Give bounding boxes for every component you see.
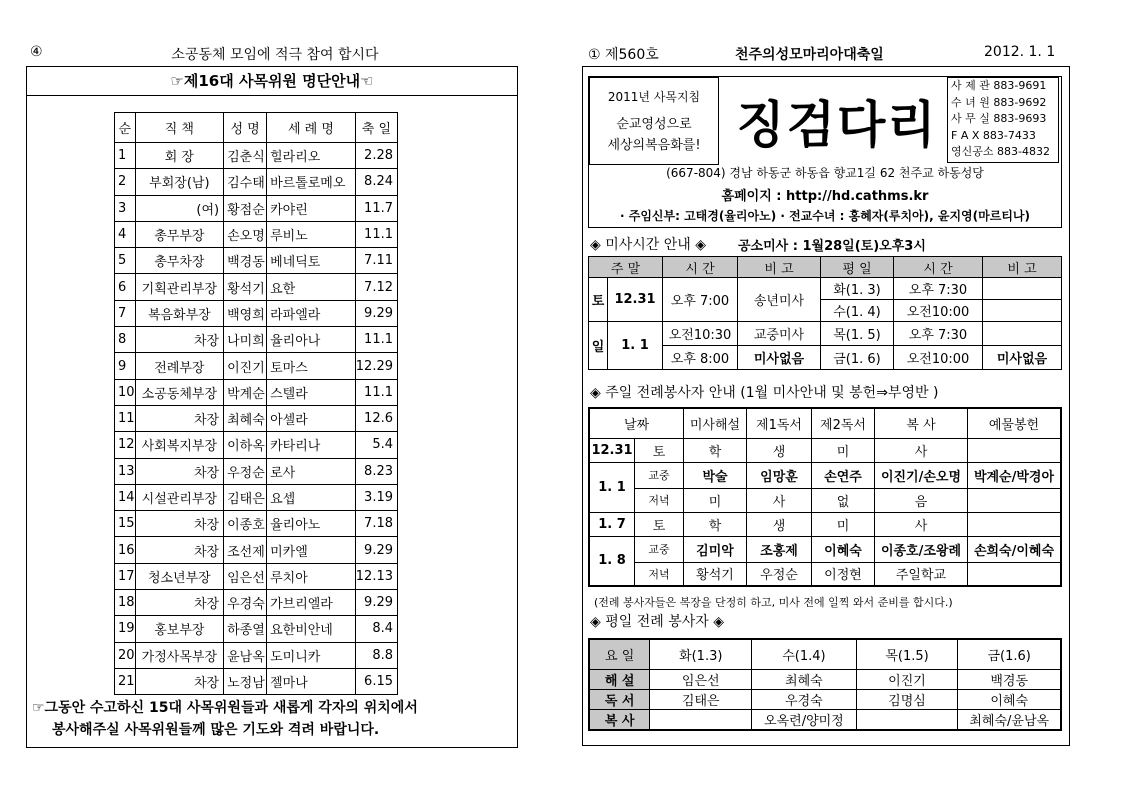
weekday-cell: 최혜숙/윤남옥 (958, 709, 1061, 730)
servers-cell: 박계순/박경아 (968, 462, 1062, 488)
roster-baptism: 요셉 (267, 484, 356, 510)
roster-name: 이종호 (224, 511, 267, 537)
masthead (588, 76, 1062, 228)
roster-no: 16 (115, 537, 136, 563)
servers-note: (전례 봉사자들은 복장을 단정히 하고, 미사 전에 일찍 와서 준비를 합시다.) (594, 596, 953, 609)
roster-name: 하종열 (224, 616, 267, 642)
roster-role: 차장 (135, 327, 224, 353)
contact-fax: F A X 883-7433 (951, 128, 1036, 142)
contact-box (947, 77, 1059, 163)
mass-row (589, 322, 1062, 346)
roster-row (115, 616, 398, 642)
mass-title: ◈ 미사시간 안내 ◈ (590, 237, 707, 253)
weekday-cell (856, 709, 958, 730)
roster-baptism: 카타리나 (267, 432, 356, 458)
weekday-servers-title: ◈ 평일 전례 봉사자 ◈ (590, 614, 725, 630)
mass-sun-time1: 오전10:30 (663, 322, 738, 346)
roster-baptism: 루치아 (267, 563, 356, 589)
servers-cell (968, 512, 1062, 536)
weekday-servers-table (588, 638, 1062, 731)
roster-role: 사회복지부장 (135, 432, 224, 458)
issue-date: 2012. 1. 1 (984, 44, 1056, 60)
roster-no: 6 (115, 274, 136, 300)
mass-table (588, 256, 1062, 370)
motto-line1: 순교영성으로 (616, 117, 692, 132)
servers-row (589, 488, 1061, 512)
roster-baptism: 카야린 (267, 195, 356, 221)
roster-role: 차장 (135, 590, 224, 616)
roster-name: 김태은 (224, 484, 267, 510)
weekday-header-row (589, 639, 1061, 669)
roster-baptism: 라파엘라 (267, 300, 356, 326)
weekday-cell: 우경숙 (752, 689, 856, 709)
servers-mass-label: 저녁 (635, 488, 684, 512)
contact-convent: 수 녀 원 883-9692 (951, 95, 1047, 109)
mass-header-note2: 비 고 (983, 257, 1062, 278)
roster-row (115, 590, 398, 616)
roster-feast: 8.4 (355, 616, 397, 642)
roster-row (115, 274, 398, 300)
roster-role: 전례부장 (135, 353, 224, 379)
weekday-cell: 오옥련/양미정 (752, 709, 856, 730)
weekday-cell: 백경동 (958, 669, 1061, 689)
roster-role: 기획관리부장 (135, 274, 224, 300)
roster-row (115, 169, 398, 195)
servers-date: 1. 8 (589, 536, 635, 586)
servers-cell: 없 (812, 488, 875, 512)
roster-role: 차장 (135, 458, 224, 484)
roster-no: 15 (115, 511, 136, 537)
roster-role: 시설관리부장 (135, 484, 224, 510)
servers-cell: 박술 (684, 462, 747, 488)
servers-header-altar: 복 사 (875, 408, 968, 438)
roster-role: 차장 (135, 668, 224, 694)
roster-baptism: 도미니카 (267, 642, 356, 668)
roster-name: 백영희 (224, 300, 267, 326)
roster-feast: 9.29 (355, 590, 397, 616)
weekday-header-day: 수(1.4) (752, 639, 856, 669)
mass-weekday-note: 미사없음 (983, 346, 1062, 370)
mass-header-time2: 시 간 (894, 257, 983, 278)
servers-header-reading1: 제1독서 (747, 408, 812, 438)
roster-no: 9 (115, 353, 136, 379)
roster-feast: 11.7 (355, 195, 397, 221)
roster-name: 윤남옥 (224, 642, 267, 668)
roster-no: 2 (115, 169, 136, 195)
weekday-header-day: 목(1.5) (856, 639, 958, 669)
mass-weekday-day: 목(1. 5) (821, 322, 894, 346)
clergy-line: · 주임신부: 고태경(율리아노) · 전교수녀 : 홍혜자(루치아), 윤지영(마르티나) (619, 209, 1030, 223)
roster-name: 조선제 (224, 537, 267, 563)
feast-title: 천주의성모마리아대축일 (735, 47, 884, 63)
roster-row (115, 563, 398, 589)
roster-name: 박계순 (224, 379, 267, 405)
weekday-role: 독 서 (589, 689, 650, 709)
contact-office: 사 무 실 883-9693 (951, 112, 1047, 125)
servers-cell: 황석기 (684, 562, 747, 586)
roster-baptism: 요한 (267, 274, 356, 300)
roster-role: 차장 (135, 511, 224, 537)
roster-name: 손오명 (224, 221, 267, 247)
roster-row (115, 458, 398, 484)
servers-cell (968, 438, 1062, 462)
servers-cell: 임망훈 (747, 462, 812, 488)
roster-baptism: 율리아나 (267, 327, 356, 353)
servers-cell (968, 562, 1062, 586)
servers-cell: 생 (747, 438, 812, 462)
roster-no: 11 (115, 405, 136, 431)
roster-baptism: 요한비안네 (267, 616, 356, 642)
roster-role: 총무부장 (135, 221, 224, 247)
roster-no: 7 (115, 300, 136, 326)
roster-role: 홍보부장 (135, 616, 224, 642)
servers-header-reading2: 제2독서 (812, 408, 875, 438)
servers-row (589, 438, 1061, 462)
roster-row (115, 195, 398, 221)
mass-weekday-time: 오후 7:30 (894, 278, 983, 300)
servers-cell: 이진기/손오명 (875, 462, 968, 488)
servers-row (589, 462, 1061, 488)
roster-row (115, 300, 398, 326)
mass-header-time1: 시 간 (663, 257, 738, 278)
roster-name: 황석기 (224, 274, 267, 300)
left-page-number: ④ (30, 44, 43, 60)
mass-sun-note1: 교중미사 (738, 322, 821, 346)
weekday-cell: 이혜숙 (958, 689, 1061, 709)
roster-footer-line1: ☞그동안 수고하신 15대 사목위원들과 새롭게 각자의 위치에서 (32, 700, 418, 716)
servers-mass-label: 교중 (635, 536, 684, 562)
roster-feast: 5.4 (355, 432, 397, 458)
mass-sat-note: 송년미사 (738, 278, 821, 322)
roster-row (115, 353, 398, 379)
roster-name: 우경숙 (224, 590, 267, 616)
weekday-row (589, 669, 1061, 689)
servers-cell: 이정현 (812, 562, 875, 586)
servers-date: 1. 7 (589, 512, 635, 536)
roster-feast: 9.29 (355, 300, 397, 326)
weekday-row (589, 689, 1061, 709)
roster-feast: 7.11 (355, 248, 397, 274)
weekday-role: 해 설 (589, 669, 650, 689)
servers-cell: 이종호/조왕례 (875, 536, 968, 562)
roster-name: 황점순 (224, 195, 267, 221)
roster-header-no: 순 (115, 113, 136, 143)
roster-feast: 8.23 (355, 458, 397, 484)
roster-header-feast: 축 일 (355, 113, 397, 143)
servers-cell: 음 (875, 488, 968, 512)
mass-sat-time: 오후 7:00 (663, 278, 738, 322)
roster-header-name: 성 명 (224, 113, 267, 143)
roster-role: 청소년부장 (135, 563, 224, 589)
newsletter-logo: 징검다리 (736, 95, 938, 154)
roster-table (114, 112, 398, 695)
contact-rectory: 사 제 관 883-9691 (951, 79, 1047, 92)
servers-cell: 사 (875, 512, 968, 536)
roster-baptism: 스텔라 (267, 379, 356, 405)
servers-cell: 사 (875, 438, 968, 462)
servers-cell: 사 (747, 488, 812, 512)
roster-feast: 11.1 (355, 327, 397, 353)
servers-header-offering: 예물봉헌 (968, 408, 1062, 438)
roster-baptism: 아셀라 (267, 405, 356, 431)
servers-header-commentary: 미사해설 (684, 408, 747, 438)
roster-row (115, 248, 398, 274)
roster-no: 8 (115, 327, 136, 353)
weekday-cell: 김태은 (650, 689, 752, 709)
weekday-cell: 이진기 (856, 669, 958, 689)
roster-baptism: 바르톨로메오 (267, 169, 356, 195)
servers-cell: 손희숙/이혜숙 (968, 536, 1062, 562)
roster-name: 김춘식 (224, 143, 267, 169)
roster-header-baptism: 세 례 명 (267, 113, 356, 143)
weekday-header-day: 금(1.6) (958, 639, 1061, 669)
roster-baptism: 로사 (267, 458, 356, 484)
weekday-cell (650, 709, 752, 730)
roster-role: (여) (135, 195, 224, 221)
mass-weekday-day: 화(1. 3) (821, 278, 894, 300)
servers-cell (968, 488, 1062, 512)
weekday-header-day: 화(1.3) (650, 639, 752, 669)
roster-no: 17 (115, 563, 136, 589)
mass-sun-time2: 오후 8:00 (663, 346, 738, 370)
weekday-header-label: 요 일 (589, 639, 650, 669)
motto-box (589, 77, 719, 165)
roster-header-role: 직 책 (135, 113, 224, 143)
servers-row (589, 512, 1061, 536)
roster-feast: 7.18 (355, 511, 397, 537)
roster-no: 12 (115, 432, 136, 458)
weekday-cell: 김명심 (856, 689, 958, 709)
contact-mission: 영신공소 883-4832 (951, 145, 1050, 158)
roster-row (115, 221, 398, 247)
roster-no: 4 (115, 221, 136, 247)
roster-name: 임은선 (224, 563, 267, 589)
mass-sun-date: 1. 1 (608, 322, 663, 370)
roster-role: 부회장(남) (135, 169, 224, 195)
roster-name: 나미희 (224, 327, 267, 353)
servers-mass-label: 교중 (635, 462, 684, 488)
roster-row (115, 511, 398, 537)
roster-baptism: 토마스 (267, 353, 356, 379)
roster-feast: 9.29 (355, 537, 397, 563)
mass-weekday-note (983, 300, 1062, 322)
roster-footer-line2: 봉사해주실 사목위원들께 많은 기도와 격려 바랍니다. (52, 722, 380, 738)
servers-row (589, 536, 1061, 562)
servers-cell: 학 (684, 438, 747, 462)
roster-no: 20 (115, 642, 136, 668)
roster-row (115, 668, 398, 694)
mission-mass-note: 공소미사 : 1월28일(토)오후3시 (738, 239, 926, 254)
servers-cell: 학 (684, 512, 747, 536)
roster-feast: 12.6 (355, 405, 397, 431)
weekday-row (589, 709, 1061, 730)
mass-header-note1: 비 고 (738, 257, 821, 278)
roster-no: 5 (115, 248, 136, 274)
roster-name: 백경동 (224, 248, 267, 274)
sunday-servers-title: ◈ 주일 전례봉사자 안내 (1월 미사안내 및 봉헌⇒부영반 ) (590, 385, 939, 401)
mass-sun-label: 일 (589, 322, 608, 370)
weekday-role: 복 사 (589, 709, 650, 730)
roster-baptism: 미카엘 (267, 537, 356, 563)
servers-cell: 주일학교 (875, 562, 968, 586)
servers-day: 토 (635, 512, 684, 536)
roster-name: 이진기 (224, 353, 267, 379)
roster-name: 이하옥 (224, 432, 267, 458)
roster-role: 차장 (135, 537, 224, 563)
weekday-cell: 최혜숙 (752, 669, 856, 689)
mass-weekday-time: 오후 7:30 (894, 322, 983, 346)
roster-baptism: 가브리엘라 (267, 590, 356, 616)
mass-sat-date: 12.31 (608, 278, 663, 322)
servers-cell: 생 (747, 512, 812, 536)
roster-role: 가정사목부장 (135, 642, 224, 668)
mass-row (589, 278, 1062, 300)
address: (667-804) 경남 하동군 하동읍 향교1길 62 천주교 하동성당 (666, 166, 984, 180)
servers-date: 1. 1 (589, 462, 635, 512)
roster-row (115, 327, 398, 353)
roster-no: 13 (115, 458, 136, 484)
roster-feast: 3.19 (355, 484, 397, 510)
roster-baptism: 힐라리오 (267, 143, 356, 169)
mass-weekday-day: 수(1. 4) (821, 300, 894, 322)
roster-role: 소공동체부장 (135, 379, 224, 405)
roster-row (115, 484, 398, 510)
roster-row (115, 143, 398, 169)
roster-title: ☞제16대 사목위원 명단안내☜ (27, 67, 517, 96)
roster-no: 14 (115, 484, 136, 510)
servers-cell: 김미악 (684, 536, 747, 562)
roster-no: 10 (115, 379, 136, 405)
mass-weekday-time: 오전10:00 (894, 346, 983, 370)
roster-feast: 8.8 (355, 642, 397, 668)
servers-row (589, 562, 1061, 586)
roster-name: 노정남 (224, 668, 267, 694)
roster-feast: 11.1 (355, 221, 397, 247)
servers-mass-label: 저녁 (635, 562, 684, 586)
roster-row (115, 379, 398, 405)
roster-role: 차장 (135, 405, 224, 431)
roster-baptism: 베네딕토 (267, 248, 356, 274)
servers-cell: 손연주 (812, 462, 875, 488)
servers-cell: 이혜숙 (812, 536, 875, 562)
roster-header-row (115, 113, 398, 143)
servers-header-date: 날짜 (589, 408, 684, 438)
servers-cell: 미 (812, 512, 875, 536)
roster-name: 최혜숙 (224, 405, 267, 431)
servers-cell: 미 (684, 488, 747, 512)
roster-row (115, 405, 398, 431)
servers-cell: 조홍제 (747, 536, 812, 562)
roster-feast: 6.15 (355, 668, 397, 694)
roster-no: 3 (115, 195, 136, 221)
roster-no: 18 (115, 590, 136, 616)
mass-weekday-note (983, 278, 1062, 300)
roster-feast: 7.12 (355, 274, 397, 300)
servers-day: 토 (635, 438, 684, 462)
mass-sun-note2: 미사없음 (738, 346, 821, 370)
roster-feast: 12.29 (355, 353, 397, 379)
roster-feast: 12.13 (355, 563, 397, 589)
roster-baptism: 루비노 (267, 221, 356, 247)
issue-number: ① 제560호 (588, 47, 659, 63)
roster-row (115, 642, 398, 668)
roster-role: 복음화부장 (135, 300, 224, 326)
roster-row (115, 537, 398, 563)
mass-header-weekday: 평 일 (821, 257, 894, 278)
roster-baptism: 율리아노 (267, 511, 356, 537)
homepage: 홈페이지 : http://hd.cathms.kr (721, 189, 929, 204)
mass-weekday-day: 금(1. 6) (821, 346, 894, 370)
roster-feast: 11.1 (355, 379, 397, 405)
sunday-servers-table (588, 407, 1062, 587)
motto-line2: 세상의복음화를! (607, 138, 701, 153)
roster-name: 우정순 (224, 458, 267, 484)
mass-weekday-note (983, 322, 1062, 346)
servers-cell: 미 (812, 438, 875, 462)
servers-header-row (589, 408, 1061, 438)
roster-role: 총무차장 (135, 248, 224, 274)
mass-header-weekend: 주 말 (589, 257, 663, 278)
roster-baptism: 젤마나 (267, 668, 356, 694)
roster-no: 1 (115, 143, 136, 169)
roster-feast: 8.24 (355, 169, 397, 195)
motto-year: 2011년 사목지침 (607, 90, 701, 104)
roster-row (115, 432, 398, 458)
left-slogan: 소공동체 모임에 적극 참여 합시다 (171, 47, 379, 63)
servers-cell: 우정순 (747, 562, 812, 586)
mass-weekday-time: 오전10:00 (894, 300, 983, 322)
roster-no: 21 (115, 668, 136, 694)
roster-role: 회 장 (135, 143, 224, 169)
servers-date: 12.31 (589, 438, 635, 462)
roster-name: 김수태 (224, 169, 267, 195)
roster-feast: 2.28 (355, 143, 397, 169)
roster-no: 19 (115, 616, 136, 642)
mass-sat-label: 토 (589, 278, 608, 322)
mass-header-row (589, 257, 1062, 278)
weekday-cell: 임은선 (650, 669, 752, 689)
